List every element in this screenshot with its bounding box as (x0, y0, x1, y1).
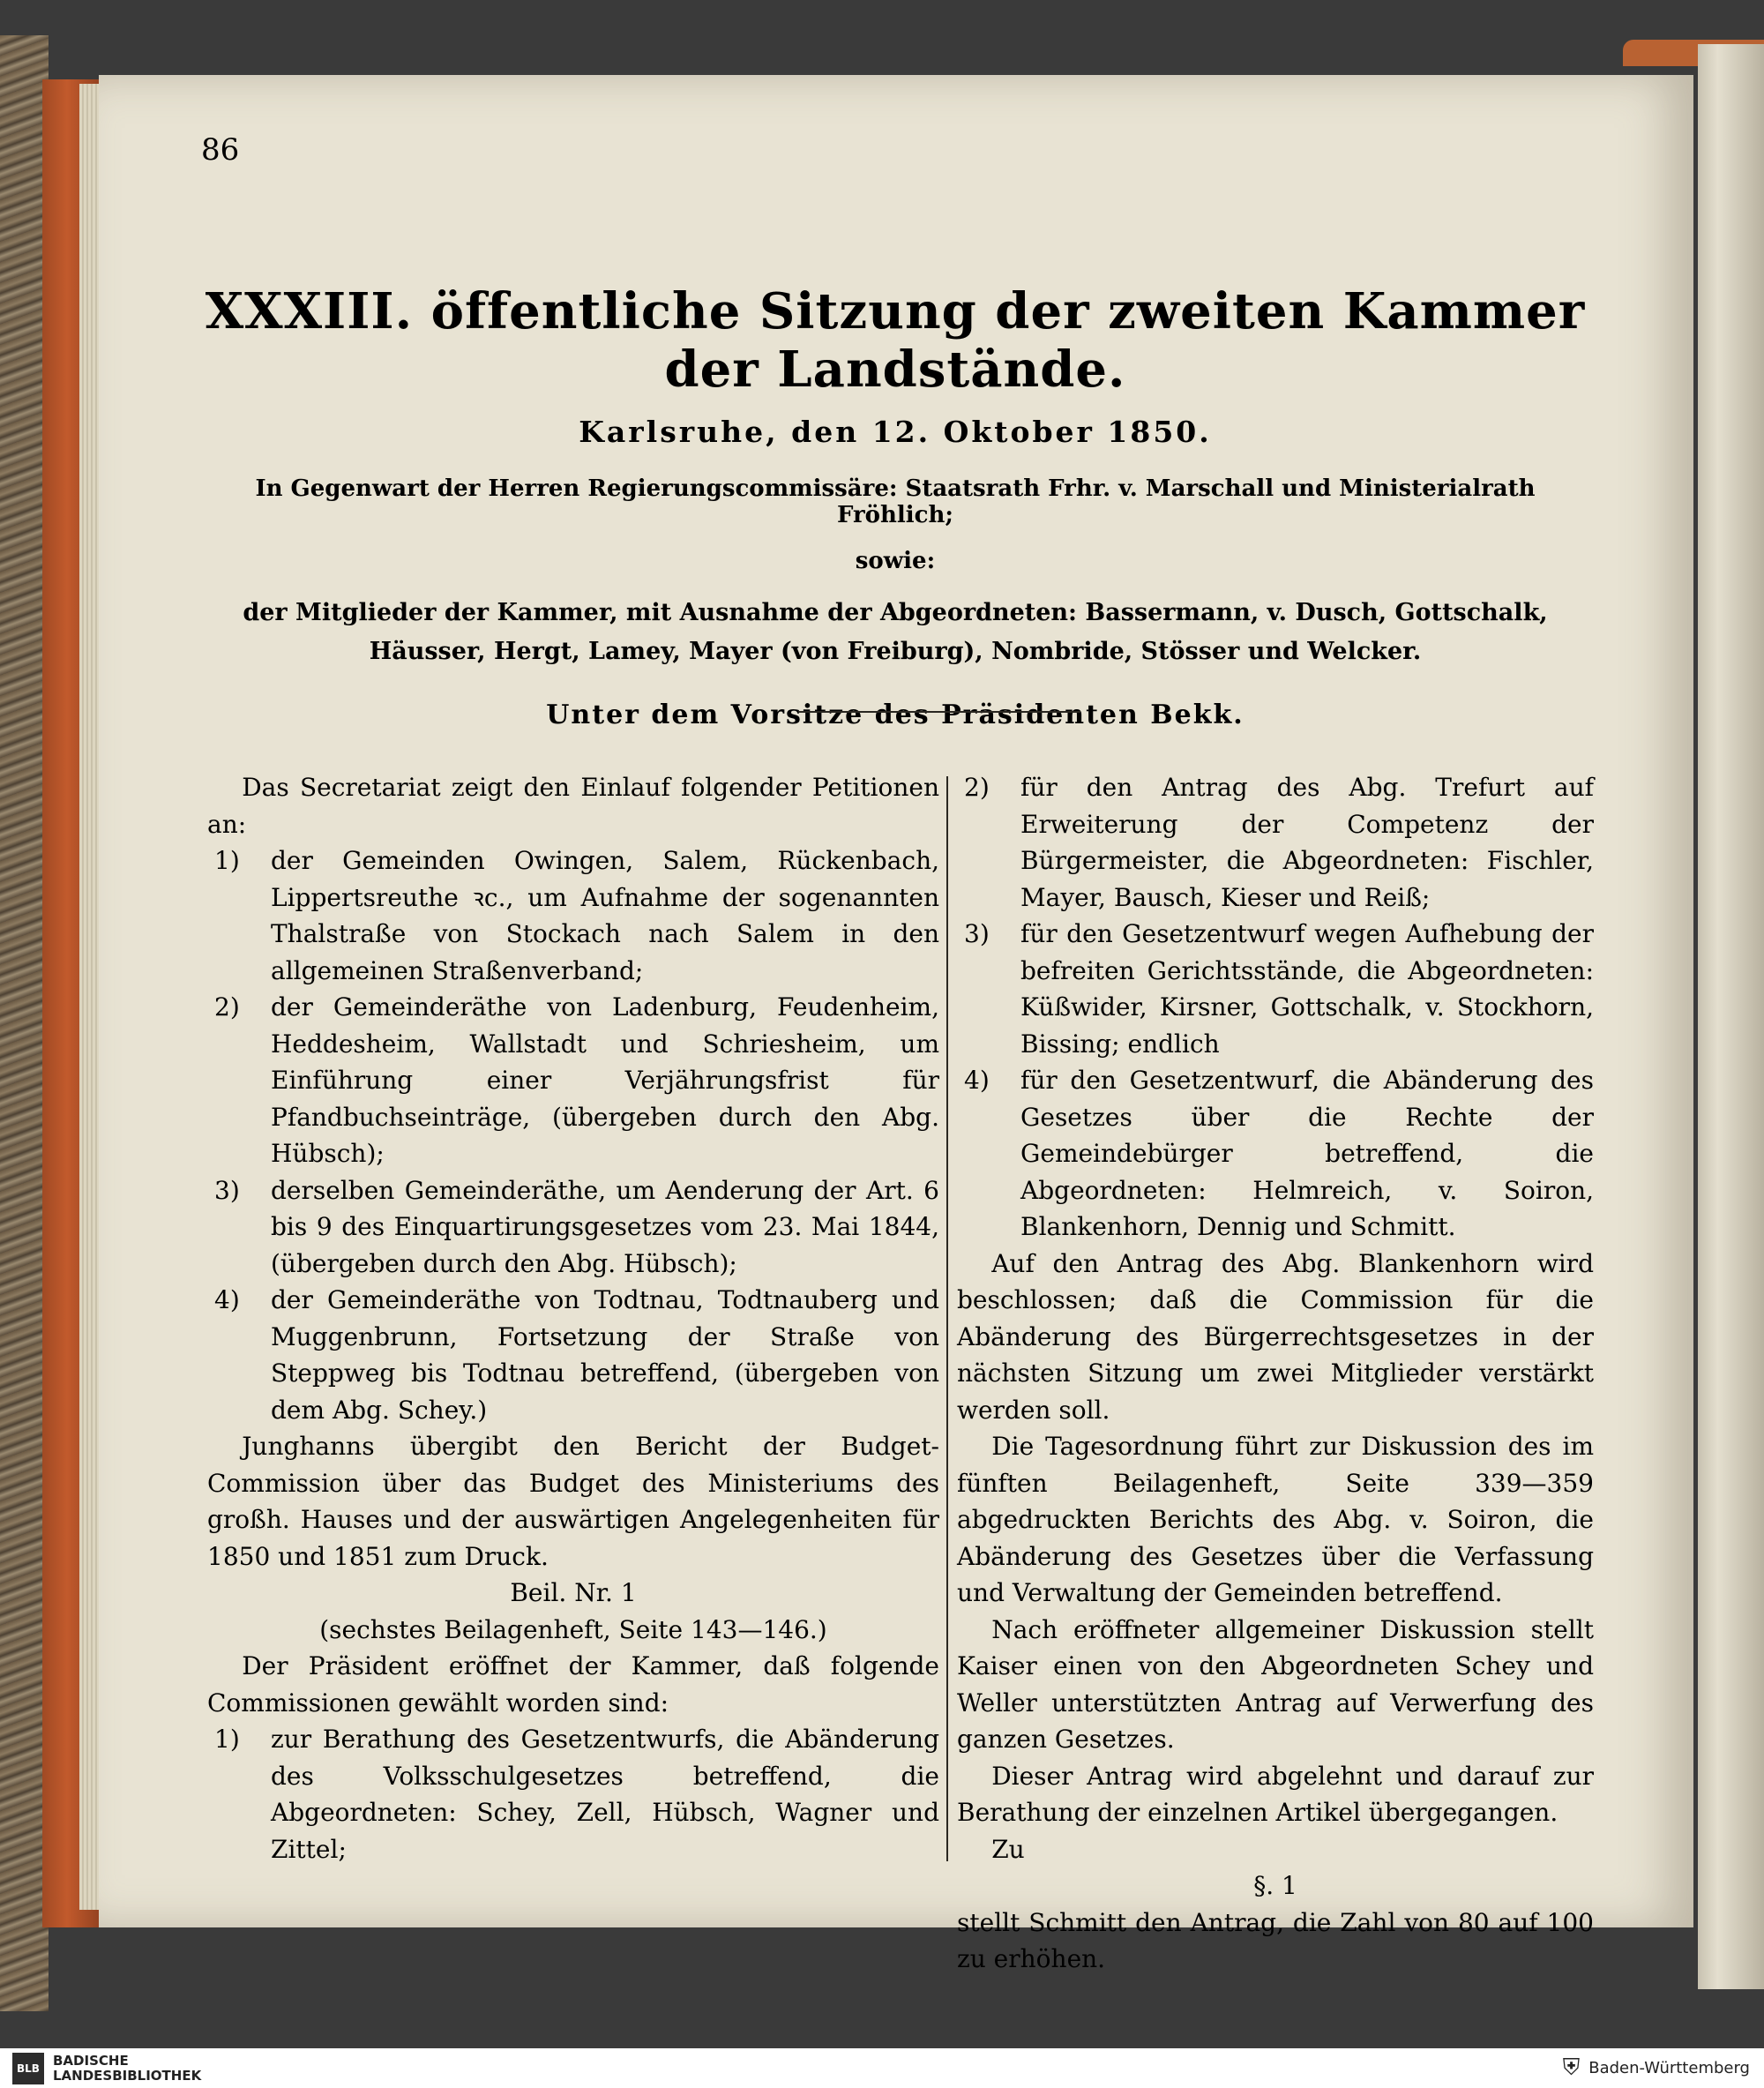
paragraph-heading: §. 1 (1253, 1871, 1297, 1900)
zu-line: Zu (991, 1834, 1025, 1864)
viewer-footer (0, 2048, 1764, 2088)
list-item (957, 916, 1594, 1062)
kaiser-paragraph: Nach eröffneter allgemeiner Diskussion stellt Kaiser einen von den Abgeordneten Schey und Weller unterstützten Antrag auf Verwerfung des ganzen Gesetzes. (957, 1614, 1594, 1754)
session-header (194, 282, 1596, 730)
list-item (207, 1721, 939, 1867)
list-item (207, 1172, 939, 1283)
list-item (957, 769, 1594, 916)
right-column (957, 769, 1594, 1978)
chair-line: Unter dem Vorsitze des Präsidenten Bekk. (546, 700, 1245, 730)
item-number: 4) (964, 1066, 990, 1095)
beilage-heft: (sechstes Beilagenheft, Seite 143—146.) (319, 1614, 827, 1644)
tagesordnung-paragraph: Die Tagesordnung führt zur Diskussion des im fünften Beilagenheft, Seite 339—359 abgedruckten Berichts des Abg. v. Soiron, die Abänderung des Gesetzes über die Verfassung und Verwaltung der Gemeinden betreffend. (957, 1432, 1594, 1607)
item-number: 2) (964, 773, 990, 802)
list-item (207, 989, 939, 1172)
item-text: für den Antrag des Abg. Trefurt auf Erweiterung der Competenz der Bürgermeister, die Abgeordneten: Fischler, Mayer, Bausch, Kieser und Reiß; (1020, 773, 1594, 912)
item-text: der Gemeinderäthe von Todtnau, Todtnauberg und Muggenbrunn, Fortsetzung der Straße von Steppweg bis Todtnau betreffend, (übergeben von dem Abg. Schey.) (271, 1285, 939, 1425)
item-number: 1) (214, 846, 240, 875)
presence-line: In Gegenwart der Herren Regierungscommissäre: Staatsrath Frhr. v. Marschall und Ministerialrath Fröhlich; (255, 475, 1536, 528)
blb-logo-icon: BLB (12, 2053, 44, 2084)
column-rule (946, 776, 948, 1861)
blb-name (53, 2054, 201, 2084)
schmitt-paragraph: stellt Schmitt den Antrag, die Zahl von 80 auf 100 zu erhöhen. (957, 1907, 1594, 1973)
coat-of-arms-icon: ⛨ (1562, 2054, 1581, 2081)
sowie-line: sowie: (855, 548, 936, 574)
beilage-number: Beil. Nr. 1 (510, 1578, 637, 1607)
item-text: für den Gesetzentwurf wegen Aufhebung der befreiten Gerichtsstände, die Abgeordneten: Küßwider, Kirsner, Gottschalk, v. Stockhorn, Bissing; endlich (1020, 919, 1594, 1059)
blb-name-line1: BADISCHE (53, 2052, 129, 2069)
abgelehnt-paragraph: Dieser Antrag wird abgelehnt und darauf zur Berathung der einzelnen Artikel übergegangen. (957, 1761, 1594, 1827)
item-text: der Gemeinderäthe von Ladenburg, Feudenheim, Heddesheim, Wallstadt und Schriesheim, um Einführung einer Verjährungsfrist für Pfandbuchseinträge, (übergeben durch den Abg. Hübsch); (271, 992, 939, 1168)
left-column (207, 769, 939, 1867)
junghanns-paragraph: Junghanns übergibt den Bericht der Budget-Commission über das Budget des Ministeriums des großh. Hauses und der auswärtigen Angelegenheiten für 1850 und 1851 zum Druck. (207, 1432, 939, 1571)
date-line: Karlsruhe, den 12. Oktober 1850. (579, 415, 1212, 449)
blankenhorn-paragraph: Auf den Antrag des Abg. Blankenhorn wird beschlossen; daß die Commission für die Abänderung des Bürgerrechtsgesetzes in der nächsten Sitzung um zwei Mitglieder verstärkt werden soll. (957, 1248, 1594, 1425)
blb-name-line2: LANDESBIBLIOTHEK (53, 2067, 202, 2084)
list-item (207, 1282, 939, 1428)
item-text: der Gemeinden Owingen, Salem, Rückenbach, Lippertsreuthe ꝛc., um Aufnahme der sogenannten Thalstraße von Stockach nach Salem in den allgemeinen Straßenverband; (271, 846, 939, 985)
page-title: XXXIII. öffentliche Sitzung der zweiten Kammer der Landstände. (205, 282, 1586, 399)
bw-brand[interactable] (1563, 2054, 1750, 2082)
praesident-paragraph: Der Präsident eröffnet der Kammer, daß folgende Commissionen gewählt worden sind: (207, 1651, 939, 1718)
members-line: der Mitglieder der Kammer, mit Ausnahme der Abgeordneten: Bassermann, v. Dusch, Gottschalk, Häusser, Hergt, Lamey, Mayer (von Freiburg), Nombride, Stösser und Welcker. (243, 599, 1548, 665)
item-number: 3) (964, 919, 990, 948)
item-text: derselben Gemeinderäthe, um Aenderung der Art. 6 bis 9 des Einquartirungsgesetzes vom 23. Mai 1844, (übergeben durch den Abg. Hübsch); (271, 1175, 939, 1278)
item-number: 4) (214, 1285, 240, 1314)
item-text: zur Berathung des Gesetzentwurfs, die Abänderung des Volksschulgesetzes betreffend, die Abgeordneten: Schey, Zell, Hübsch, Wagner und Zittel; (271, 1725, 939, 1864)
item-number: 1) (214, 1725, 240, 1754)
item-text: für den Gesetzentwurf, die Abänderung des Gesetzes über die Rechte der Gemeindebürger betreffend, die Abgeordneten: Helmreich, v. Soiron, Blankenhorn, Dennig und Schmitt. (1020, 1066, 1594, 1241)
blb-brand[interactable] (12, 2053, 201, 2084)
list-item (957, 1062, 1594, 1246)
book-cover-right (1698, 44, 1764, 1989)
list-item (207, 842, 939, 989)
item-number: 3) (214, 1175, 240, 1205)
book-spine (0, 35, 49, 2011)
section-divider (798, 711, 1080, 713)
page-number: 86 (201, 132, 240, 168)
bw-name: Baden-Württemberg (1588, 2059, 1750, 2077)
item-number: 2) (214, 992, 240, 1022)
petitions-intro: Das Secretariat zeigt den Einlauf folgender Petitionen an: (207, 773, 939, 839)
